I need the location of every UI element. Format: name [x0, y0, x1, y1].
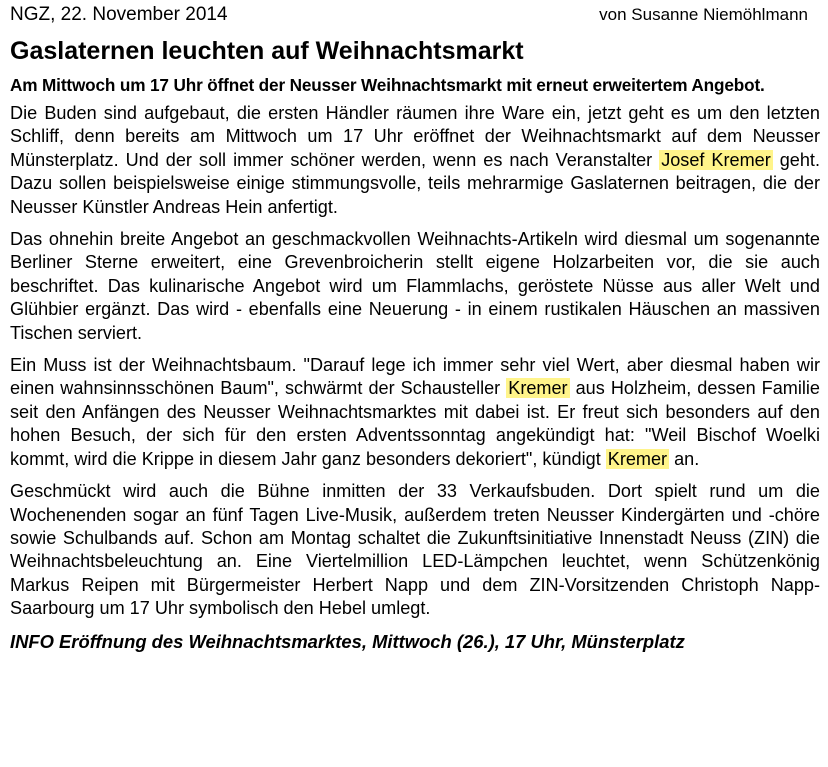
paragraph-1-text-b: geht. Dazu sollen beispielsweise einige stimmungsvolle, teils mehrarmige Gaslaternen beitragen, die der Neusser Künstler Andreas Hein anfertigt. [10, 149, 820, 217]
article-subtitle: Am Mittwoch um 17 Uhr öffnet der Neusser Weihnachtsmarkt mit erneut erweitertem Angebot. [10, 75, 765, 95]
highlight-name: Kremer [607, 448, 668, 469]
highlight-name: Kremer [508, 378, 568, 399]
paragraph-3-text-a: Ein Muss ist der Weihnachtsbaum. "Darauf lege ich immer sehr viel Wert, aber diesmal haben wir einen wahnsinnsschönen Baum", schwärmt der Schausteller [10, 355, 820, 399]
paragraph-4: Geschmückt wird auch die Bühne inmitten der 33 Verkaufsbuden. Dort spielt rund um die Wochenenden sogar an fünf Tagen Live-Musik, außerdem treten Neusser Kindergärten und -chöre sowie Schulbands auf. Schon am Montag schaltet die Zukunftsinitiative Innenstadt Neuss (ZIN) die Weihnachtsbeleuchtung an. Eine Viertelmillion LED-Lämpchen leuchtet, wenn Schützenkönig Markus Reipen mit Bürgermeister Herbert Napp und dem ZIN-Vorsitzenden Christoph Napp-Saarbourg um 17 Uhr symbolisch den Hebel umlegt. [10, 481, 820, 619]
paragraph-3 [10, 354, 820, 471]
highlight-name: Josef Kremer [661, 149, 771, 170]
source-date: NGZ, 22. November 2014 [10, 4, 228, 25]
paragraph-3-text-c: an. [669, 448, 700, 469]
info-line: INFO Eröffnung des Weihnachtsmarktes, Mittwoch (26.), 17 Uhr, Münsterplatz [10, 630, 685, 652]
paragraph-3-text-b: aus Holzheim, dessen Familie seit den Anfängen des Neusser Weihnachtsmarktes mit dabei ist. Er freut sich besonders auf den hohen Besuch, der sich für den ersten Adventssonntag angekündigt hat: "Weil Bischof Woelki kommt, wird die Krippe in diesem Jahr ganz besonders dekoriert", kündigt [10, 378, 820, 469]
article-title: Gaslaternen leuchten auf Weihnachtsmarkt [10, 37, 524, 65]
paragraph-1-text-a: Die Buden sind aufgebaut, die ersten Händler räumen ihre Ware ein, jetzt geht es um den letzten Schliff, denn bereits am Mittwoch um 17 Uhr eröffnet der Weihnachtsmarkt auf dem Neusser Münsterplatz. Und der soll immer schöner werden, wenn es nach Veranstalter [10, 103, 820, 170]
author-line: von Susanne Niemöhlmann [599, 5, 808, 24]
article-meta [10, 0, 820, 30]
paragraph-2: Das ohnehin breite Angebot an geschmackvollen Weihnachts-Artikeln wird diesmal um sogenannte Berliner Sterne erweitert, eine Grevenbroicherin stellt eigene Holzarbeiten vor, die sie auch beschriftet. Das kulinarische Angebot wird um Flammlachs, geröstete Nüsse aus aller Welt und Glühbier ergänzt. Das wird - ebenfalls eine Neuerung - in einem rustikalen Häuschen an massiven Tischen serviert. [10, 229, 820, 343]
paragraph-1 [10, 102, 820, 219]
